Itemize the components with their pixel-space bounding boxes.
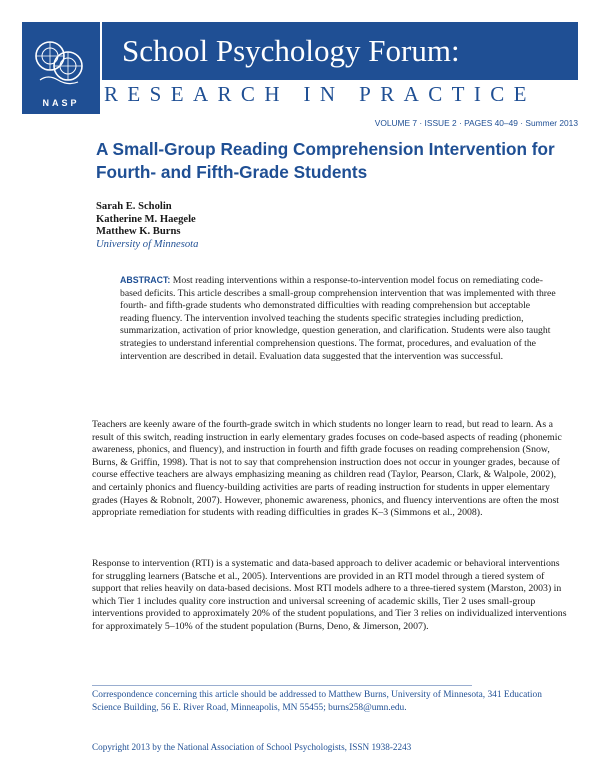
footnote-divider [92,685,472,686]
author-name: Sarah E. Scholin [96,201,172,212]
abstract-label: ABSTRACT: [120,275,171,285]
abstract [120,274,556,363]
copyright-notice: Copyright 2013 by the National Association of School Psychologists, ISSN 1938-2243 [92,742,412,752]
author-affiliation: University of Minnesota [96,238,199,250]
body-paragraph: Response to intervention (RTI) is a systematic and data-based approach to deliver academic or behavioral interventions for struggling learners (Batsche et al., 2005). Interventions are provided in an RTI model through a tiered system of support that relies heavily on data-based decisions. Most RTI models adhere to a three-tiered system (Marston, 2003) in which Tier 1 includes quality core instruction and universal screening of academic skills, Tier 2 uses small-group interventions provided to approximately 20% of the student populations, and Tier 3 relies on individualized interventions for approximately 5–10% of the student population (Burns, Deno, & Jimerson, 2007). [92,558,567,632]
correspondence-note: Correspondence concerning this article should be addressed to Matthew Burns, University of Minnesota, 341 Education Science Building, 56 E. River Road, Minneapolis, MN 55455; burns258@umn.edu. [92,690,542,713]
body-paragraph: Teachers are keenly aware of the fourth-grade switch in which students no longer learn to read, but read to learn. As a result of this switch, reading instruction in early elementary grades focuses on code-based aspects of reading (phonemic awareness, phonics, and fluency), and instruction in fourth and fifth grade focuses on reading comprehension (Snow, Burns, & Griffin, 1998). That is not to say that comprehension instruction does not occur in younger grades, because of course effective teachers are always emphasizing meaning as children read (Taylor, Pearson, Clark, & Walpole, 2002), and certainly phonics and fluency-building activities are parts of reading instruction for students in upper elementary grades (Hayes & Robnolt, 2007). However, phonemic awareness, phonics, and fluency interventions are often the most appropriate remediation for students with reading difficulties in grades K–3 (Simmons et al., 2008). [92,419,562,519]
journal-masthead [22,22,578,114]
title-bar [102,22,578,80]
nasp-logo [22,22,100,114]
abstract-text: Most reading interventions within a response-to-intervention model focus on remediating code-based deficits. This article describes a small-group comprehension intervention that was implemented with three fourth- and fifth-grade students who demonstrated difficulties with reading comprehension but acceptable reading fluency. The intervention involved teaching the students specific strategies including prediction, summarization, activation of prior knowledge, question generation, and clarification. Students were also taught strategies to understand inferential comprehension questions. The format, procedures, and evaluation of the intervention are described in detail. Evaluation data suggested that the intervention was successful. [120,275,556,362]
issue-info: VOLUME 7 · ISSUE 2 · PAGES 40–49 · Summer 2013 [374,118,578,128]
article-title: A Small-Group Reading Comprehension Intervention for Fourth- and Fifth-Grade Students [96,139,555,182]
author-name: Matthew K. Burns [96,226,181,238]
journal-subtitle: RESEARCH IN PRACTICE [104,82,536,106]
author-block [96,201,198,251]
logo-text: NASP [42,98,80,108]
author-name: Katherine M. Haegele [96,213,196,225]
journal-title: School Psychology Forum: [122,33,460,68]
nasp-emblem-icon [28,30,94,96]
